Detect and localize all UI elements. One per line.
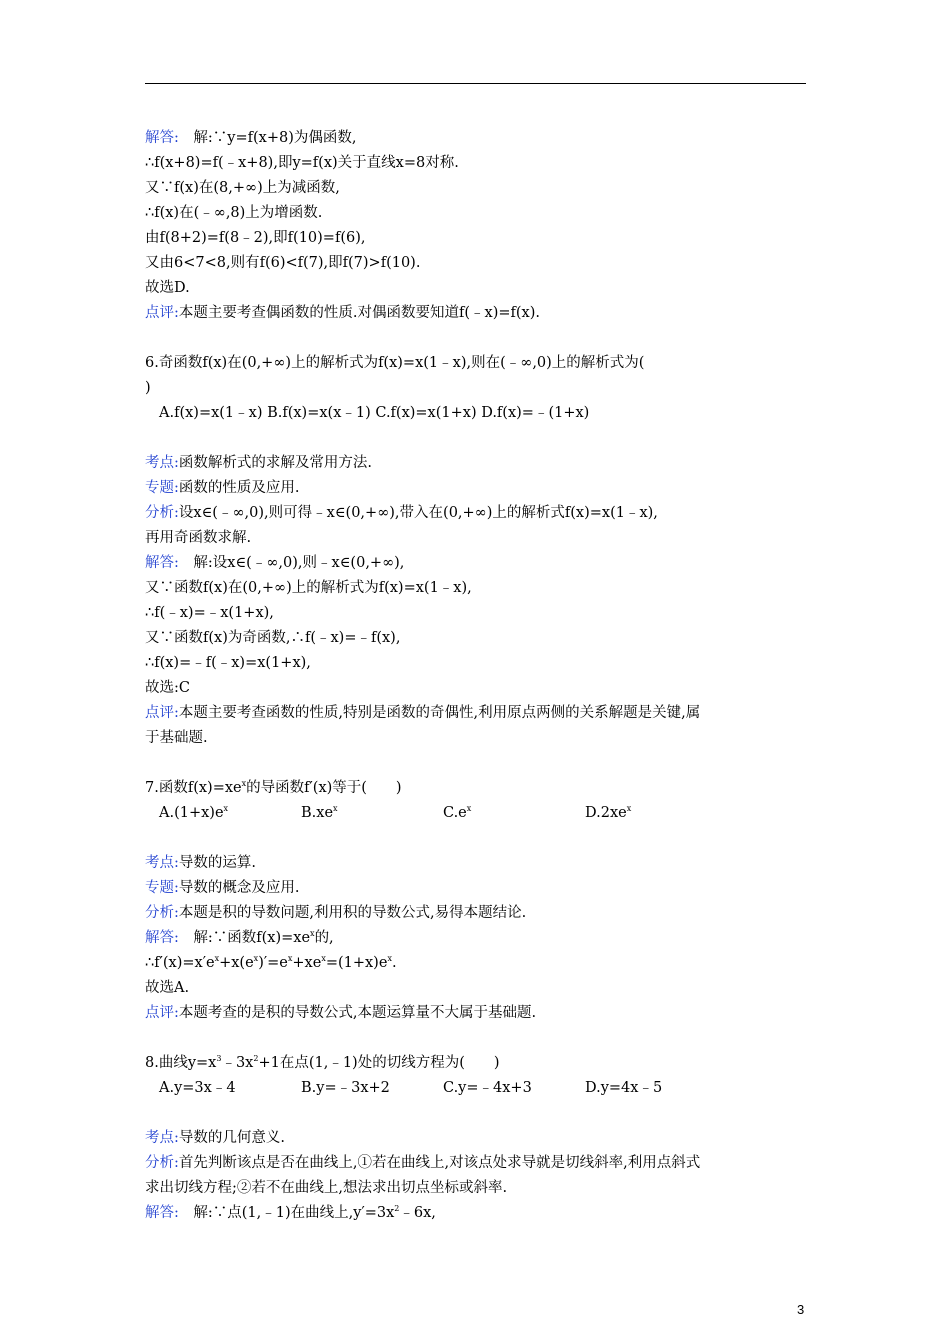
q7-options — [145, 801, 810, 826]
q8-analysis-line-2: 求出切线方程;②若不在曲线上,想法求出切点坐标或斜率. — [145, 1180, 508, 1196]
q7-option-d: $D.2xe^x$ — [585, 804, 632, 821]
q5-answer-line-7: 故选D. — [145, 280, 190, 296]
q6-answer-line-4: 又∵函数f(x)为奇函数,∴f(﹣x)=﹣f(x), — [145, 630, 401, 646]
q5-comment: 点评:本题主要考查偶函数的性质.对偶函数要知道f(﹣x)=f(x). — [145, 305, 540, 321]
q5-answer-line-3: 又∵f(x)在(8,+∞)上为减函数, — [145, 180, 340, 196]
analysis-label: 分析: — [145, 905, 179, 921]
q6-options: A.f(x)=x(1﹣x) B.f(x)=x(x﹣1) C.f(x)=x(1+x) D.f(x)=﹣(1+x) — [159, 405, 590, 421]
q8-option-d: D.y=4x﹣5 — [585, 1080, 663, 1096]
q5-answer-line-1: 解答: 解:∵y=f(x+8)为偶函数, — [145, 130, 357, 146]
q7-option-c: $C.e^x$ — [443, 804, 472, 821]
q6-answer-line-3: ∴f(﹣x)=﹣x(1+x), — [145, 605, 274, 621]
answer-label: 解答: — [145, 555, 179, 571]
q6-topic: 专题:函数的性质及应用. — [145, 480, 300, 496]
comment-label: 点评: — [145, 305, 179, 321]
point-label: 考点: — [145, 1130, 179, 1146]
q8-answer-line-1: 解答: 解:∵点(1,﹣1)在曲线上$,y'=3x^2﹣6x$, — [145, 1204, 436, 1221]
q6-point: 考点:函数解析式的求解及常用方法. — [145, 455, 372, 471]
q7-answer-line-3: 故选A. — [145, 980, 190, 996]
analysis-label: 分析: — [145, 1155, 179, 1171]
topic-label: 专题: — [145, 880, 179, 896]
q5-answer-line-5: 由f(8+2)=f(8﹣2),即f(10)=f(6), — [145, 230, 366, 246]
q5-answer-line-4: ∴f(x)在(﹣∞,8)上为增函数. — [145, 205, 323, 221]
q7-option-a: $A.(1+x)e^x$ — [159, 804, 229, 821]
answer-label: 解答: — [145, 1205, 179, 1221]
q6-stem-line-1: 6.奇函数f(x)在(0,+∞)上的解析式为f(x)=x(1﹣x),则在(﹣∞,0)上的解析式为( — [145, 355, 645, 371]
q7-analysis: 分析:本题是积的导数问题,利用积的导数公式,易得本题结论. — [145, 905, 527, 921]
q8-option-a: A.y=3x﹣4 — [159, 1080, 236, 1096]
q7-point: 考点:导数的运算. — [145, 855, 256, 871]
point-label: 考点: — [145, 455, 179, 471]
document-body — [145, 126, 810, 1226]
q8-stem: 8.曲线$y=x^3﹣3x^2+1$在点(1,﹣1)处的切线方程为( ) — [145, 1054, 500, 1071]
answer-label: 解答: — [145, 930, 179, 946]
q6-stem-line-2: ) — [145, 380, 151, 396]
q8-options — [145, 1076, 810, 1101]
q7-answer-line-1: 解答: 解:∵函数$f(x)=xe^x$的, — [145, 929, 334, 946]
q7-answer-line-2: $\therefore f'(x)=x'e^x+x(e^x)'=e^x+xe^x=(1+x)e^x$. — [145, 954, 397, 971]
q8-analysis-line-1: 分析:首先判断该点是否在曲线上,①若在曲线上,对该点处求导就是切线斜率,利用点斜式 — [145, 1155, 701, 1171]
q7-topic: 专题:导数的概念及应用. — [145, 880, 300, 896]
header-rule — [145, 83, 806, 84]
q5-answer-line-6: 又由6<7<8,则有f(6)<f(7),即f(7)>f(10). — [145, 255, 421, 271]
page-number: 3 — [797, 1302, 805, 1317]
topic-label: 专题: — [145, 480, 179, 496]
q6-analysis-line-2: 再用奇函数求解. — [145, 530, 252, 546]
q6-comment-line-2: 于基础题. — [145, 730, 208, 746]
q6-answer-line-6: 故选:C — [145, 680, 190, 696]
q8-option-c: C.y=﹣4x+3 — [443, 1080, 532, 1096]
q6-analysis-line-1: 分析:设x∈(﹣∞,0),则可得﹣x∈(0,+∞),带入在(0,+∞)上的解析式f(x)=x(1﹣x), — [145, 505, 658, 521]
q6-answer-line-5: ∴f(x)=﹣f(﹣x)=x(1+x), — [145, 655, 311, 671]
point-label: 考点: — [145, 855, 179, 871]
q8-option-b: B.y=﹣3x+2 — [301, 1080, 390, 1096]
q6-answer-line-2: 又∵函数f(x)在(0,+∞)上的解析式为f(x)=x(1﹣x), — [145, 580, 472, 596]
q7-comment: 点评:本题考查的是积的导数公式,本题运算量不大属于基础题. — [145, 1005, 537, 1021]
q6-comment-line-1: 点评:本题主要考查函数的性质,特别是函数的奇偶性,利用原点两侧的关系解题是关键,属 — [145, 705, 701, 721]
answer-label: 解答: — [145, 130, 179, 146]
q5-answer-line-2: ∴f(x+8)=f(﹣x+8),即y=f(x)关于直线x=8对称. — [145, 155, 459, 171]
analysis-label: 分析: — [145, 505, 179, 521]
q7-stem: 7.函数$f(x)=xe^x$的导函数f′(x)等于( ) — [145, 779, 402, 796]
q7-option-b: $B.xe^x$ — [301, 804, 338, 821]
comment-label: 点评: — [145, 705, 179, 721]
q6-answer-line-1: 解答: 解:设x∈(﹣∞,0),则﹣x∈(0,+∞), — [145, 555, 405, 571]
q8-point: 考点:导数的几何意义. — [145, 1130, 285, 1146]
comment-label: 点评: — [145, 1005, 179, 1021]
